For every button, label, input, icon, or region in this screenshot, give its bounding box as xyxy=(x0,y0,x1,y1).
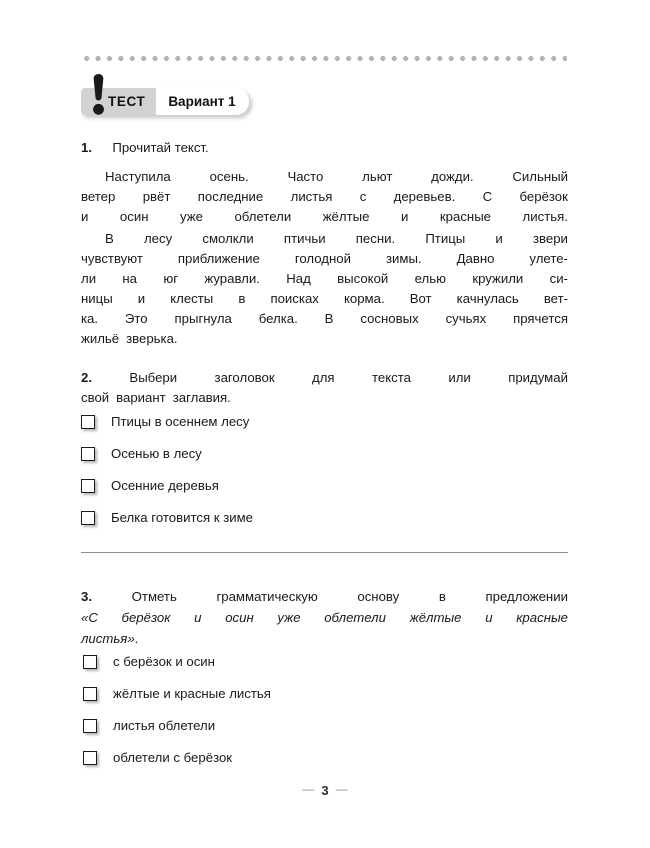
option-label: Птицы в осеннем лесу xyxy=(111,413,250,429)
section-divider xyxy=(81,552,568,553)
passage-line: ветер рвёт последние листья с деревьев. С берёзок xyxy=(81,189,568,204)
question-3-quote-line-1: «С берёзок и осин уже облетели жёлтые и красные xyxy=(81,610,568,625)
question-3-number: 3. xyxy=(81,589,92,604)
question-2-prompt-line-2: свой вариант заглавия. xyxy=(81,390,231,405)
passage-line: ницы и клесты в поисках корма. Вот качнулась вет- xyxy=(81,291,568,306)
checkbox-q2-option-4[interactable] xyxy=(81,511,95,525)
passage-line: чувствуют приближение голодной зимы. Давно улете- xyxy=(81,251,568,266)
checkbox-q3-option-4[interactable] xyxy=(83,751,97,765)
option-checkbox-row[interactable] xyxy=(83,749,232,766)
passage-line: В лесу смолкли птичьи песни. Птицы и звери xyxy=(105,231,568,246)
option-label: листья облетели xyxy=(113,717,216,733)
option-checkbox-row[interactable] xyxy=(81,445,202,462)
checkbox-q2-option-1[interactable] xyxy=(81,415,95,429)
question-1-number: 1. xyxy=(81,140,92,155)
question-2-heading: 2. Выбери заголовок для текста или придумай xyxy=(81,370,568,385)
option-checkbox-row[interactable] xyxy=(83,653,215,670)
passage-line: и осин уже облетели жёлтые и красные листья. xyxy=(81,209,568,224)
question-3-heading: 3. Отметь грамматическую основу в предложении xyxy=(81,589,568,604)
question-2-number: 2. xyxy=(81,370,92,385)
option-checkbox-row[interactable] xyxy=(83,717,215,734)
option-checkbox-row[interactable] xyxy=(83,685,271,702)
footer-dash-left: — xyxy=(302,782,315,796)
page-footer xyxy=(0,783,650,798)
footer-dash-right: — xyxy=(335,782,348,796)
option-checkbox-row[interactable] xyxy=(81,413,249,430)
badge-variant-label: Вариант 1 xyxy=(168,93,236,109)
checkbox-q3-option-3[interactable] xyxy=(83,719,97,733)
passage-line: жильё зверька. xyxy=(81,331,178,346)
dotted-decorative-rule xyxy=(81,56,567,61)
question-3-quote-line-2: листья» . xyxy=(81,631,139,646)
option-label: с берёзок и осин xyxy=(113,653,215,669)
badge-variant-section xyxy=(156,88,248,115)
option-label: жёлтые и красные листья xyxy=(113,685,271,701)
option-checkbox-row[interactable] xyxy=(81,509,253,526)
option-checkbox-row[interactable] xyxy=(81,477,219,494)
passage-line: Наступила осень. Часто льют дожди. Сильный xyxy=(105,169,568,184)
option-label: Осенние деревья xyxy=(111,477,219,493)
passage-line: ли на юг журавли. Над высокой елью кружили си- xyxy=(81,271,568,286)
badge-body xyxy=(81,88,249,115)
option-label: Осенью в лесу xyxy=(111,445,202,461)
checkbox-q2-option-3[interactable] xyxy=(81,479,95,493)
page-number: 3 xyxy=(321,783,329,798)
question-1-prompt: Прочитай текст. xyxy=(112,140,209,155)
option-label: облетели с берёзок xyxy=(113,749,233,765)
checkbox-q2-option-2[interactable] xyxy=(81,447,95,461)
badge-test-label: ТЕСТ xyxy=(108,93,146,109)
passage-line: ка. Это прыгнула белка. В сосновых сучьях прячется xyxy=(81,311,568,326)
question-1-heading xyxy=(81,141,209,154)
option-label: Белка готовится к зиме xyxy=(111,509,254,525)
checkbox-q3-option-2[interactable] xyxy=(83,687,97,701)
exclamation-mark-icon xyxy=(91,72,106,117)
checkbox-q3-option-1[interactable] xyxy=(83,655,97,669)
